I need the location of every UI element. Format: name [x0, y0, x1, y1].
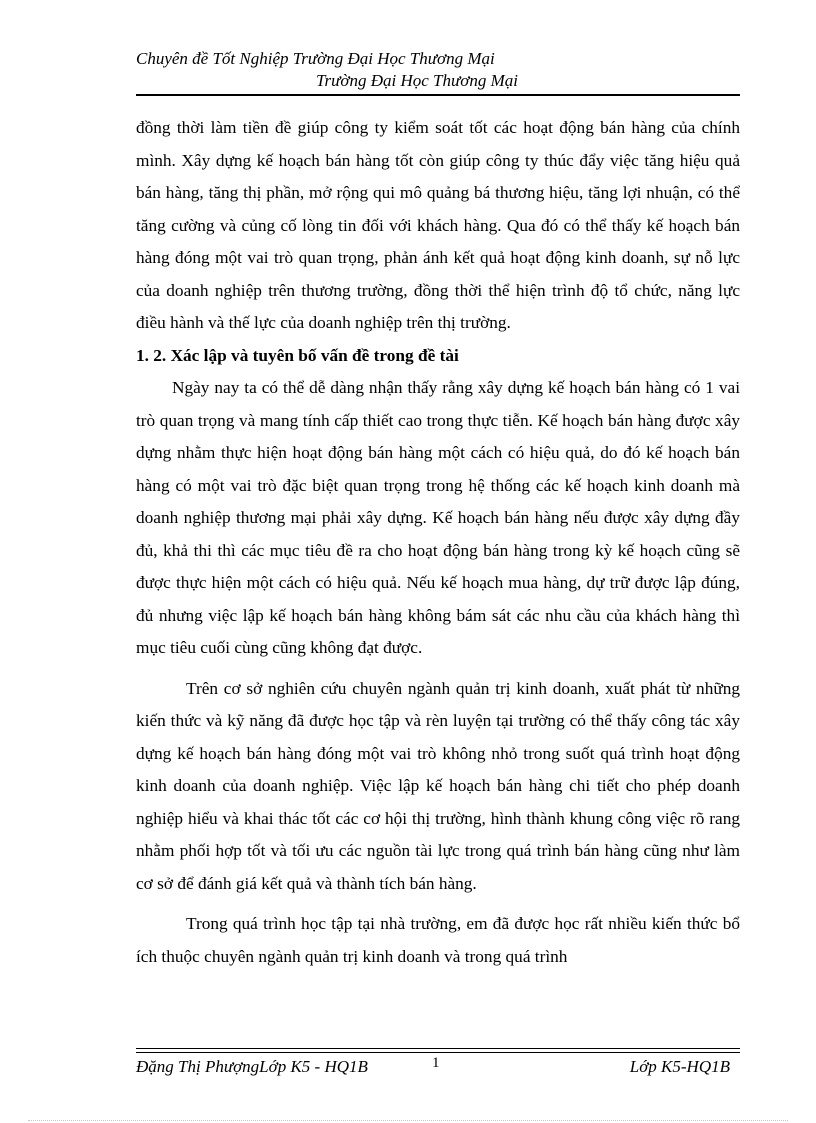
document-body: [136, 112, 740, 973]
page-header: [136, 48, 740, 92]
page-footer: [136, 1056, 736, 1078]
header-subtitle: Trường Đại Học Thương Mại: [316, 71, 518, 90]
page-number: 1: [432, 1055, 440, 1071]
paragraph-4: Trong quá trình học tập tại nhà trường, em đã được học rất nhiều kiến thức bổ ích thuộc chuyên ngành quản trị kinh doanh và trong quá trình: [136, 914, 740, 966]
section-heading: 1. 2. Xác lập và tuyên bố vấn đề trong đề tài: [136, 345, 459, 365]
page-bottom-edge: [28, 1120, 788, 1121]
footer-divider-top: [136, 1048, 740, 1049]
footer-author: Đặng Thị PhượngLớp K5 - HQ1B: [136, 1057, 368, 1076]
paragraph-3: Trên cơ sở nghiên cứu chuyên ngành quản trị kinh doanh, xuất phát từ những kiến thức và kỹ năng đã được học tập và rèn luyện tại trường có thể thấy công tác xây dựng kế hoạch bán hàng đóng một vai trò không nhỏ trong suốt quá trình hoạt động kinh doanh của doanh nghiệp. Việc lập kế hoạch bán hàng chi tiết cho phép doanh nghiệp hiểu và khai thác tốt các cơ hội thị trường, hình thành khung công việc rõ rang nhằm phối hợp tốt và tối ưu các nguồn tài lực trong quá trình bán hàng cũng như làm cơ sở để đánh giá kết quả và thành tích bán hàng.: [136, 678, 740, 893]
header-title: Chuyên đề Tốt Nghiệp Trường Đại Học Thương Mại: [136, 49, 495, 68]
paragraph-1: đồng thời làm tiền đề giúp công ty kiểm soát tốt các hoạt động bán hàng của chính mình. Xây dựng kế hoạch bán hàng tốt còn giúp công ty thúc đẩy việc tăng hiệu quả bán hàng, tăng thị phần, mở rộng qui mô quảng bá thương hiệu, tăng lợi nhuận, có thể tăng cường và củng cố lòng tin đối với khách hàng. Qua đó có thể thấy kế hoạch bán hàng đóng một vai trò quan trọng, phản ánh kết quả hoạt động kinh doanh, sự nỗ lực của doanh nghiệp trên thương trường, đồng thời thể hiện trình độ tổ chức, năng lực điều hành và thế lực của doanh nghiệp trên thị trường.: [136, 118, 740, 332]
paragraph-2: Ngày nay ta có thể dễ dàng nhận thấy rằng xây dựng kế hoạch bán hàng có 1 vai trò quan trọng và mang tính cấp thiết cao trong thực tiễn. Kế hoạch bán hàng được xây dựng nhằm thực hiện hoạt động bán hàng một cách có hiệu quả, do đó kế hoạch bán hàng có một vai trò đặc biệt quan trọng trong hệ thống các kế hoạch kinh doanh mà doanh nghiệp thương mại phải xây dựng. Kế hoạch bán hàng nếu được xây dựng đầy đủ, khả thi thì các mục tiêu đề ra cho hoạt động bán hàng trong kỳ kế hoạch cũng sẽ được thực hiện một cách có hiệu quả. Nếu kế hoạch mua hàng, dự trữ được lập đúng, đủ nhưng việc lập kế hoạch bán hàng không bám sát các nhu cầu của khách hàng thì mục tiêu cuối cùng cũng không đạt được.: [136, 378, 740, 657]
footer-class: Lớp K5-HQ1B: [629, 1057, 730, 1076]
header-divider: [136, 94, 740, 96]
